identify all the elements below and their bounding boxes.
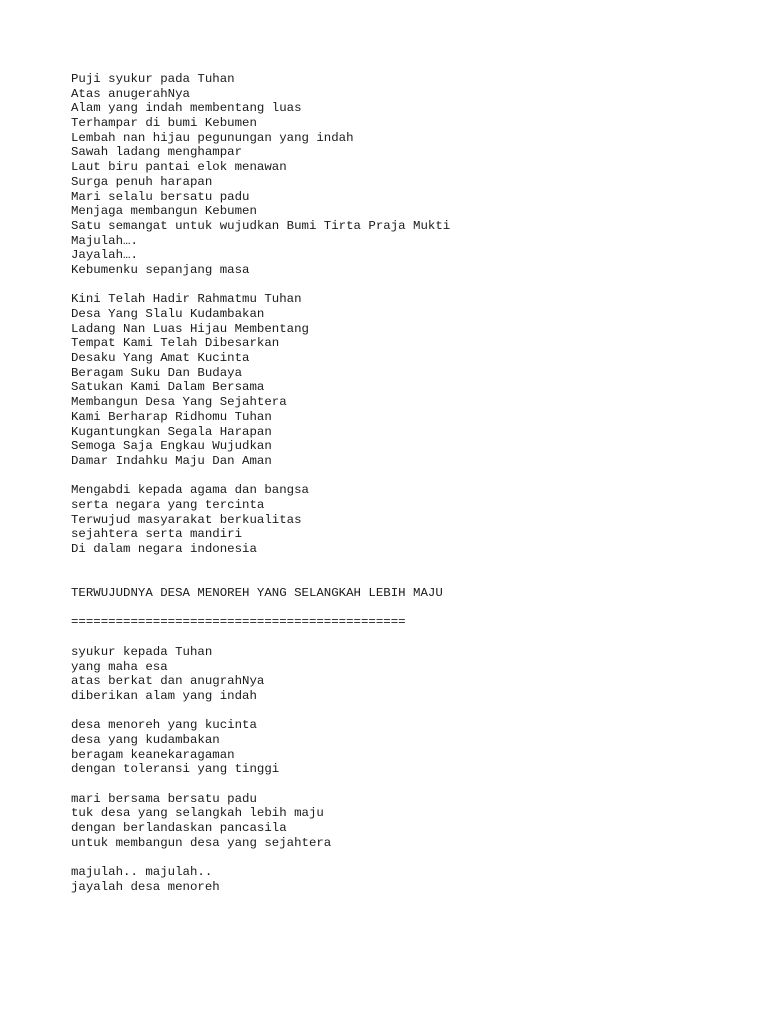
lyric-line: yang maha esa [71,659,168,674]
lyric-line: Damar Indahku Maju Dan Aman [71,453,272,468]
lyric-line: Atas anugerahNya [71,86,190,101]
lyric-line: desa yang kudambakan [71,732,220,747]
lyric-line: Menjaga membangun Kebumen [71,204,257,219]
lyric-line: Di dalam negara indonesia [71,542,257,556]
lyric-line: beragam keanekaragaman [71,747,235,762]
lyric-line: Sawah ladang menghampar [71,145,243,160]
lyric-line: syukur kepada Tuhan [71,644,213,659]
lyric-line: Desaku Yang Amat Kucinta [71,351,250,366]
lyric-line: dengan berlandaskan pancasila [71,821,287,836]
stanza [71,792,731,851]
lyric-line: diberikan alam yang indah [71,688,257,703]
lyric-line: tuk desa yang selangkah lebih maju [71,806,324,821]
lyric-line: Kebumenku sepanjang masa [71,262,250,277]
lyric-line: Membangun Desa Yang Sejahtera [71,395,287,410]
lyric-line: Beragam Suku Dan Budaya [71,365,243,380]
lyric-line: Kami Berharap Ridhomu Tuhan [71,409,272,424]
stanza [71,645,731,704]
stanza [71,292,731,468]
lyric-line: Terhampar di bumi Kebumen [71,116,257,131]
stanza [71,483,731,556]
lyric-line: Laut biru pantai elok menawan [71,160,287,175]
lyric-line: Kini Telah Hadir Rahmatmu Tuhan [71,292,302,307]
section-heading: TERWUJUDNYA DESA MENOREH YANG SELANGKAH LEBIH MAJU [71,586,443,601]
lyric-line: Mengabdi kepada agama dan bangsa [71,483,309,498]
lyric-line: majulah.. majulah.. [71,865,213,880]
separator-line: ============================================= [71,615,406,630]
lyric-line: Surga penuh harapan [71,174,213,189]
lyric-line: Desa Yang Slalu Kudambakan [71,307,265,321]
stanza [71,718,731,777]
lyric-line: desa menoreh yang kucinta [71,718,257,733]
lyric-line: jayalah desa menoreh [71,879,220,894]
lyric-line: sejahtera serta mandiri [71,527,243,542]
lyric-line: Tempat Kami Telah Dibesarkan [71,336,280,351]
lyric-line: mari bersama bersatu padu [71,791,257,806]
lyric-line: Satu semangat untuk wujudkan Bumi Tirta Praja Mukti [71,218,451,233]
lyric-line: untuk membangun desa yang sejahtera [71,835,332,850]
lyric-line: Lembah nan hijau pegunungan yang indah [71,130,354,145]
document-page [71,72,731,909]
lyric-line: Kugantungkan Segala Harapan [71,424,272,439]
stanza [71,865,731,894]
lyric-line: Puji syukur pada Tuhan [71,72,235,86]
lyric-line: Majulah…. [71,233,138,248]
lyric-line: Alam yang indah membentang luas [71,101,302,116]
lyric-line: serta negara yang tercinta [71,497,265,512]
lyric-line: Jayalah…. [71,248,138,263]
lyric-line: atas berkat dan anugrahNya [71,674,265,689]
section-gap [71,571,731,586]
lyric-line: dengan toleransi yang tinggi [71,762,280,777]
stanza [71,72,731,278]
lyric-line: Ladang Nan Luas Hijau Membentang [71,321,309,336]
lyrics-part-one [71,72,731,557]
lyric-line: Terwujud masyarakat berkualitas [71,512,302,527]
lyric-line: Semoga Saja Engkau Wujudkan [71,439,272,454]
lyrics-part-two [71,645,731,895]
lyric-line: Satukan Kami Dalam Bersama [71,380,265,395]
lyric-line: Mari selalu bersatu padu [71,189,250,204]
